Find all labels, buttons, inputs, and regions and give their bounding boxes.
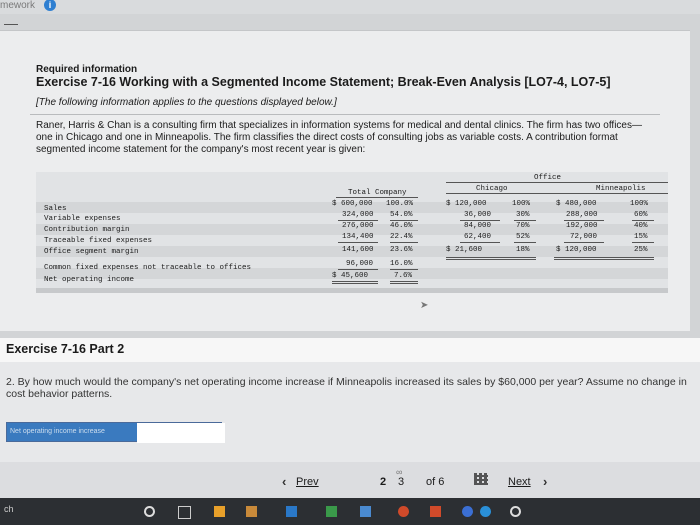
prev-link[interactable]: Prev bbox=[296, 476, 319, 488]
cell-total-pct: 46.0% bbox=[390, 222, 413, 230]
cell-chicago: 84,000 bbox=[464, 222, 492, 230]
cell-chicago-pct: 30% bbox=[516, 211, 530, 219]
intro-paragraph: Raner, Harris & Chan is a consulting firm that specializes in information systems for medical and dental clinics. The firm has two offices—one in Chicago and one in Minneapolis. The firm classifies the direct costs of consulting jobs as variable costs. A contribution format segmented income statement for the company's most recent year is given: bbox=[36, 120, 642, 155]
ie-icon[interactable] bbox=[480, 506, 491, 517]
col-chicago-header: Chicago bbox=[476, 185, 508, 193]
grid-view-icon[interactable] bbox=[474, 473, 488, 485]
cell-minneapolis: 288,000 bbox=[566, 211, 598, 219]
app-icon[interactable] bbox=[326, 506, 337, 517]
cell-minneapolis: $ 480,000 bbox=[556, 200, 597, 208]
prev-chevron-icon[interactable]: ‹ bbox=[282, 474, 287, 489]
cell-total-pct: 16.0% bbox=[390, 260, 413, 268]
cell-total: 134,400 bbox=[342, 233, 374, 241]
taskbar-search-stub[interactable]: ch bbox=[4, 504, 14, 514]
total-rule bbox=[554, 259, 654, 260]
total-rule bbox=[554, 257, 654, 258]
row-label: Traceable fixed expenses bbox=[44, 237, 153, 245]
cell-total: 141,600 bbox=[342, 246, 374, 254]
cell-minneapolis-pct: 40% bbox=[634, 222, 648, 230]
store-icon[interactable] bbox=[246, 506, 257, 517]
os-taskbar bbox=[0, 498, 700, 525]
row-label: Net operating income bbox=[44, 276, 135, 284]
col-total-header: Total Company bbox=[348, 189, 407, 197]
app-brand: mework bbox=[0, 0, 36, 11]
header-rule bbox=[336, 197, 418, 198]
sum-rule bbox=[338, 269, 378, 270]
row-label: Contribution margin bbox=[44, 226, 130, 234]
edge-icon[interactable] bbox=[462, 506, 473, 517]
required-label: Required information bbox=[36, 64, 138, 75]
page-of-total: of 6 bbox=[426, 476, 445, 488]
page-number[interactable]: 2 bbox=[380, 476, 387, 488]
sum-rule bbox=[514, 242, 536, 243]
row-label: Variable expenses bbox=[44, 215, 121, 223]
sum-rule bbox=[632, 220, 654, 221]
sum-rule bbox=[564, 220, 604, 221]
part2-header bbox=[0, 338, 700, 362]
sum-rule bbox=[338, 242, 378, 243]
total-rule bbox=[332, 283, 378, 284]
cell-minneapolis: $ 120,000 bbox=[556, 246, 597, 254]
sum-rule bbox=[390, 269, 418, 270]
cell-chicago-pct: 100% bbox=[512, 200, 531, 208]
cell-total: $ 600,000 bbox=[332, 200, 373, 208]
cell-chicago: $ 21,600 bbox=[446, 246, 483, 254]
next-chevron-icon[interactable]: › bbox=[543, 474, 548, 489]
browser-top-bar bbox=[0, 0, 700, 14]
sum-rule bbox=[460, 242, 500, 243]
sum-rule bbox=[460, 220, 500, 221]
exercise-title: Exercise 7-16 Working with a Segmented Income Statement; Break-Even Analysis [LO7-4, LO7-5] bbox=[36, 75, 611, 89]
row-label: Common fixed expenses not traceable to offices bbox=[44, 264, 252, 272]
task-view-icon[interactable] bbox=[178, 506, 191, 519]
col-minneapolis-header: Minneapolis bbox=[596, 185, 646, 193]
divider bbox=[30, 114, 660, 115]
cell-total: 276,000 bbox=[342, 222, 374, 230]
cell-chicago-pct: 52% bbox=[516, 233, 530, 241]
cell-minneapolis: 72,000 bbox=[570, 233, 598, 241]
header-rule bbox=[446, 182, 668, 183]
total-rule bbox=[390, 283, 418, 284]
answer-label: Net operating income increase bbox=[7, 423, 137, 441]
cell-total: 324,000 bbox=[342, 211, 374, 219]
cell-chicago: 36,000 bbox=[464, 211, 492, 219]
cell-total-pct: 100.0% bbox=[386, 200, 414, 208]
cell-chicago: 62,400 bbox=[464, 233, 492, 241]
header-rule bbox=[446, 193, 668, 194]
cell-minneapolis-pct: 60% bbox=[634, 211, 648, 219]
sum-rule bbox=[390, 220, 418, 221]
part2-title: Exercise 7-16 Part 2 bbox=[6, 342, 125, 356]
cell-total-pct: 7.6% bbox=[394, 272, 413, 280]
cell-total-pct: 22.4% bbox=[390, 233, 413, 241]
total-rule bbox=[390, 281, 418, 282]
pagination-bar bbox=[0, 462, 700, 498]
cell-chicago: $ 120,000 bbox=[446, 200, 487, 208]
office-header: Office bbox=[534, 174, 562, 182]
sum-rule bbox=[514, 220, 536, 221]
mail-icon[interactable] bbox=[286, 506, 297, 517]
row-label: Sales bbox=[44, 205, 67, 213]
answer-input[interactable] bbox=[137, 423, 225, 443]
cell-minneapolis-pct: 100% bbox=[630, 200, 649, 208]
cell-minneapolis: 192,000 bbox=[566, 222, 598, 230]
answer-row bbox=[6, 422, 222, 442]
cell-chicago-pct: 70% bbox=[516, 222, 530, 230]
cell-minneapolis-pct: 15% bbox=[634, 233, 648, 241]
question-text: 2. By how much would the company's net operating income increase if Minneapolis increased its sales by $60,000 per year? Assume no change in cost behavior patterns. bbox=[6, 376, 687, 400]
cell-total: $ 45,600 bbox=[332, 272, 369, 280]
cell-total-pct: 23.6% bbox=[390, 246, 413, 254]
sum-rule bbox=[632, 242, 654, 243]
office-icon[interactable] bbox=[430, 506, 441, 517]
mouse-cursor-icon: ➤ bbox=[420, 300, 429, 311]
chrome-icon[interactable] bbox=[398, 506, 409, 517]
collapse-icon[interactable] bbox=[4, 24, 18, 25]
page-number-current[interactable]: 3 bbox=[398, 476, 405, 488]
cell-total: 96,000 bbox=[346, 260, 374, 268]
sum-rule bbox=[338, 220, 378, 221]
next-link[interactable]: Next bbox=[508, 476, 531, 488]
link-icon: ∞ bbox=[396, 467, 403, 477]
info-icon[interactable]: i bbox=[44, 0, 56, 11]
cell-total-pct: 54.0% bbox=[390, 211, 413, 219]
sum-rule bbox=[390, 242, 418, 243]
applies-note: [The following information applies to the questions displayed below.] bbox=[36, 97, 337, 108]
table-scrollbar[interactable] bbox=[36, 288, 668, 293]
cortana-icon[interactable] bbox=[144, 506, 155, 517]
browser-icon[interactable] bbox=[360, 506, 371, 517]
question-box bbox=[0, 362, 700, 462]
cell-chicago-pct: 18% bbox=[516, 246, 530, 254]
total-rule bbox=[446, 257, 536, 258]
total-rule bbox=[332, 281, 378, 282]
row-label: Office segment margin bbox=[44, 248, 139, 256]
settings-gear-icon[interactable] bbox=[510, 506, 521, 517]
segmented-income-table bbox=[36, 172, 668, 288]
sum-rule bbox=[564, 242, 604, 243]
cell-minneapolis-pct: 25% bbox=[634, 246, 648, 254]
total-rule bbox=[446, 259, 536, 260]
folder-icon[interactable] bbox=[214, 506, 225, 517]
